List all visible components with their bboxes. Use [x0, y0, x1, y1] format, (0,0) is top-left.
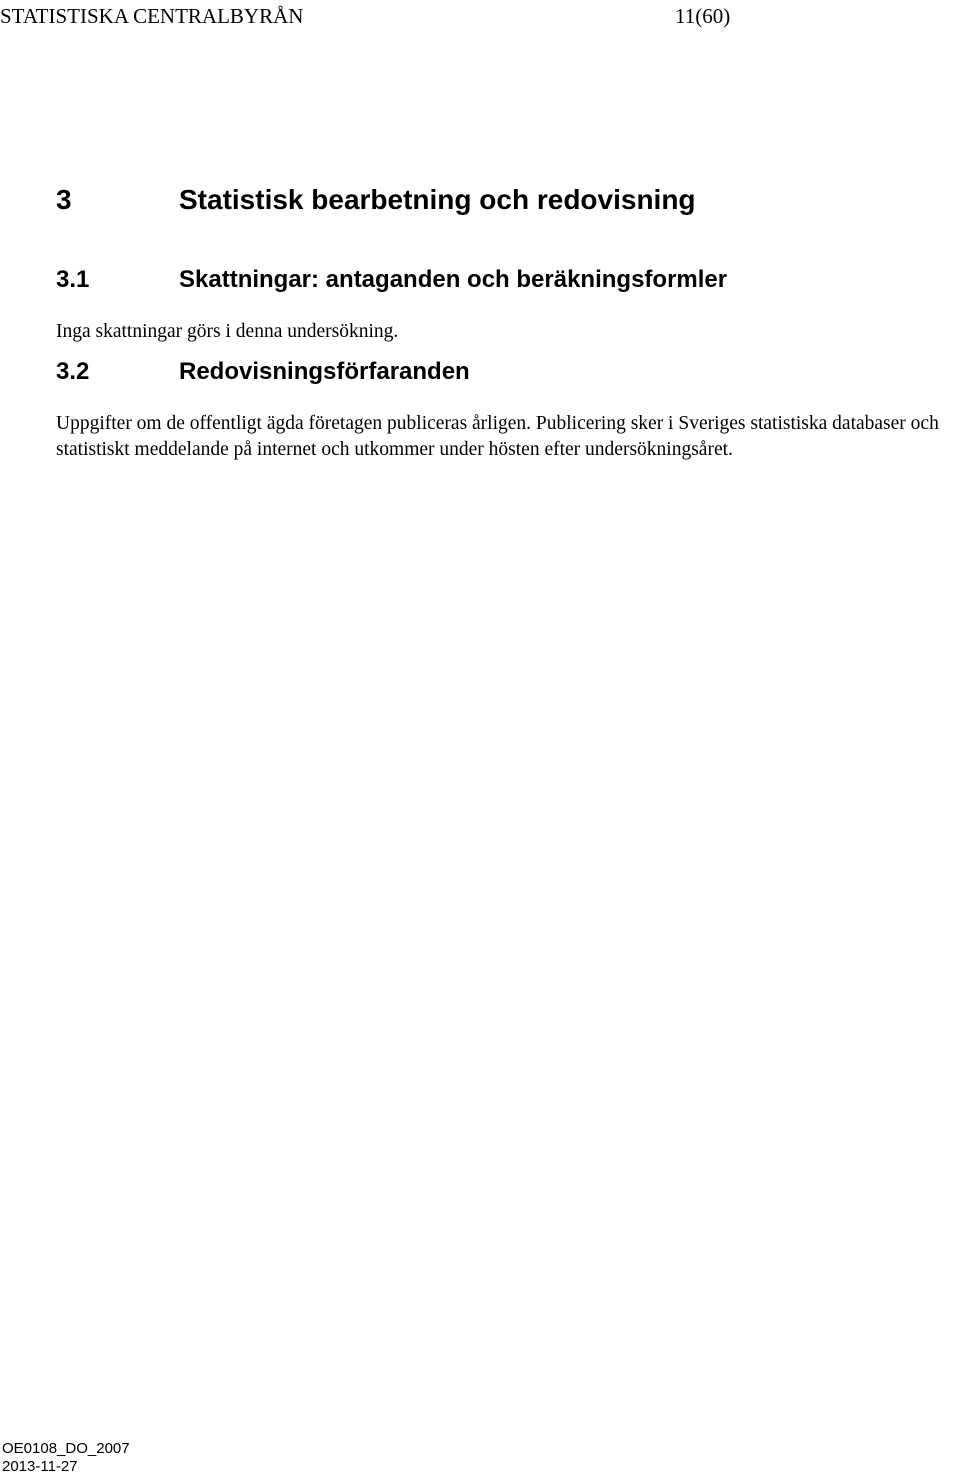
chapter-number: 3 [56, 184, 72, 215]
chapter-title: Statistisk bearbetning och redovisning [179, 184, 696, 215]
section-number: 3.2 [56, 358, 90, 385]
page-indicator: 11(60) [675, 4, 731, 28]
header-organization: STATISTISKA CENTRALBYRÅN [0, 4, 304, 28]
section-number: 3.1 [56, 266, 90, 293]
section-title: Skattningar: antaganden och beräkningsformler [179, 266, 728, 293]
section-heading-estimates [56, 265, 936, 295]
chapter-heading [56, 183, 936, 217]
footer-document-code: OE0108_DO_2007 [2, 1440, 130, 1457]
paragraph-reporting: Uppgifter om de offentligt ägda företagen publiceras årligen. Publicering sker i Sveriges statistiska databaser och statistiskt meddelande på internet och utkommer under hösten efter undersökningsåret. [56, 413, 939, 460]
paragraph-estimates: Inga skattningar görs i denna undersökning. [56, 321, 399, 342]
footer-date: 2013-11-27 [2, 1458, 78, 1475]
section-title: Redovisningsförfaranden [179, 358, 470, 385]
section-heading-reporting [56, 357, 936, 387]
